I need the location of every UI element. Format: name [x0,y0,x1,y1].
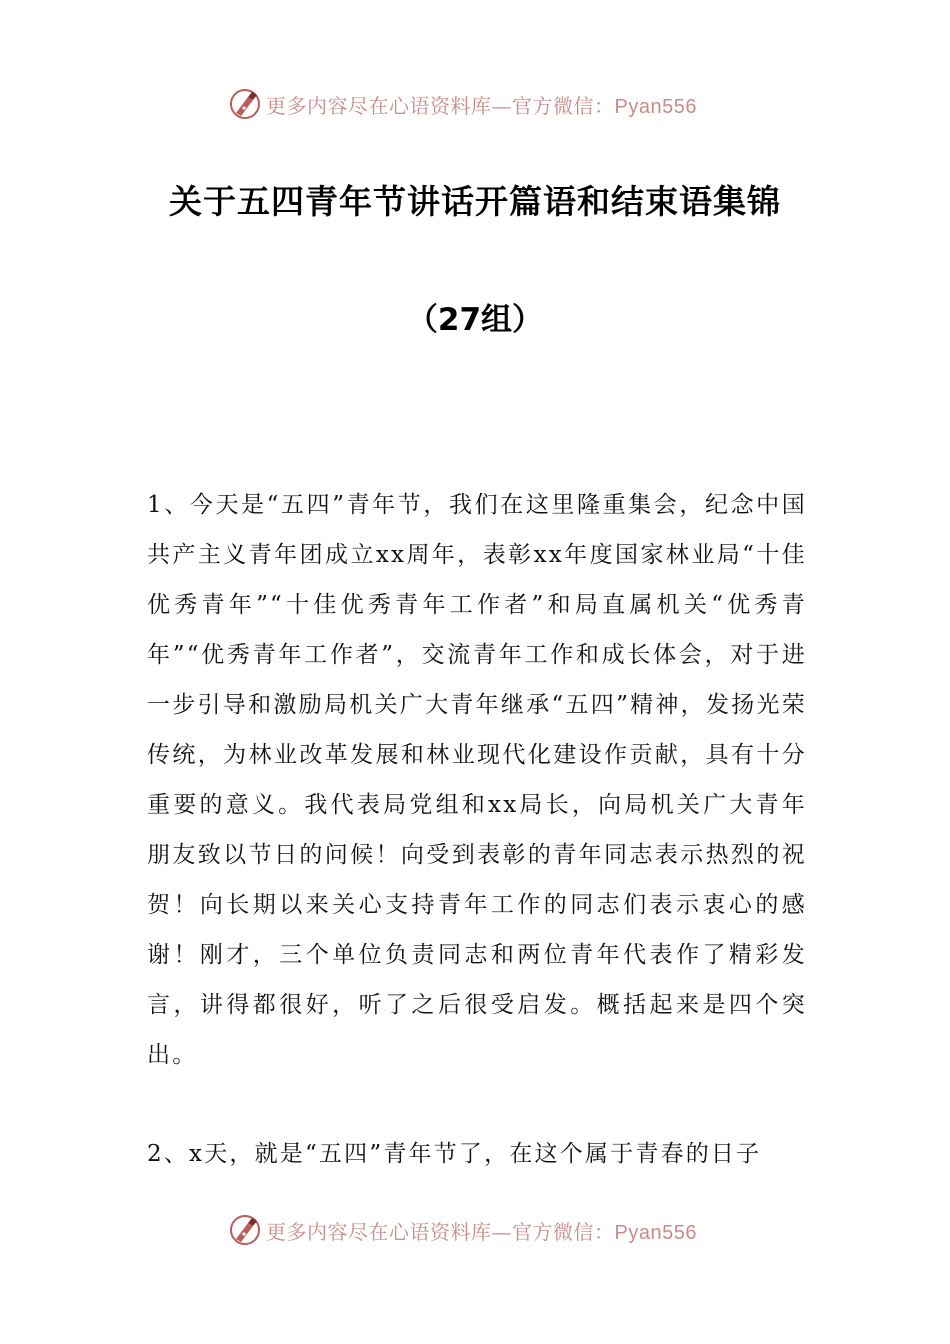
watermark-text: 更多内容尽在心语资料库—官方微信：Pyan556 [266,93,697,118]
document-title: 关于五四青年节讲话开篇语和结束语集锦 [169,182,781,221]
paragraph-2: 2、x天，就是“五四”青年节了，在这个属于青春的日子 [147,1141,762,1167]
document-subtitle: （27组） [406,302,544,338]
watermark-handle: Pyan556 [614,1221,697,1244]
header-watermark [228,86,697,122]
watermark-handle: Pyan556 [614,95,697,118]
footer-watermark [228,1212,697,1248]
watermark-text: 更多内容尽在心语资料库—官方微信：Pyan556 [266,1219,697,1244]
pen-nib-logo-icon [228,1213,262,1247]
paragraph-1: 1、今天是“五四”青年节，我们在这里隆重集会，纪念中国共产主义青年团成立xx周年，表彰xx年度国家林业局“十佳优秀青年”“十佳优秀青年工作者”和局直属机关“优秀青年”“优秀青年工作者”，交流青年工作和成长体会，对于进一步引导和激励局机关广大青年继承“五四”精神，发扬光荣传统，为林业改革发展和林业现代化建设作贡献，具有十分重要的意义。我代表局党组和xx局长，向局机关广大青年朋友致以节日的问候！向受到表彰的青年同志表示热烈的祝贺！向长期以来关心支持青年工作的同志们表示衷心的感谢！刚才，三个单位负责同志和两位青年代表作了精彩发言，讲得都很好，听了之后很受启发。概括起来是四个突出。 [147,492,807,1068]
pen-nib-logo-icon [228,87,262,121]
